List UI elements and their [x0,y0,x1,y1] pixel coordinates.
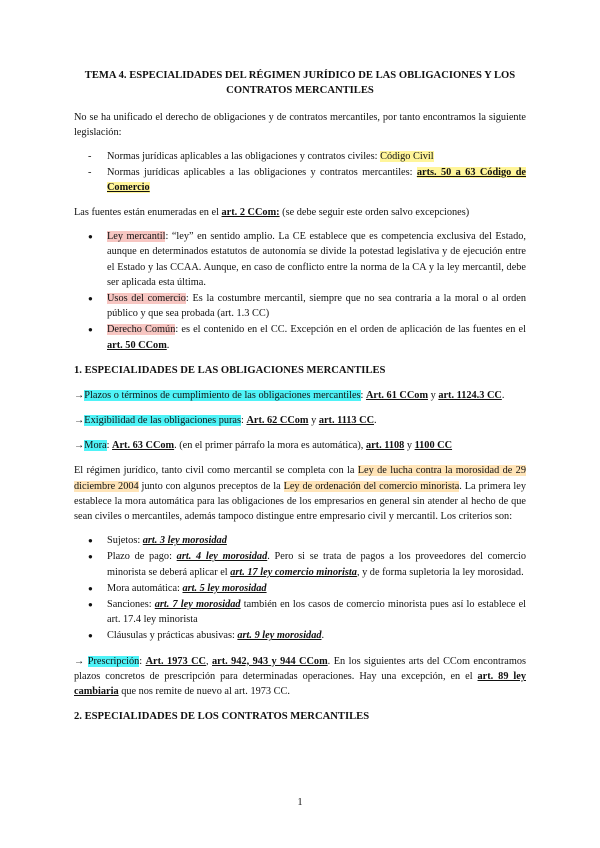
page-content [74,68,526,734]
deadlines-paragraph: →Plazos o términos de cumplimiento de las obligaciones mercantiles: Art. 61 CCom y art. 1124.3 CC. [74,389,505,401]
legislation-list [74,149,526,195]
list-item: ● Plazo de pago: art. 4 ley morosidad. Pero si se trata de pagos a los proveedores del comercio minorista se deberá aplicar el art. 17 ley comercio minorista, y de forma supletoria la ley morosidad. [74,549,526,579]
list-item: ● Sanciones: art. 7 ley morosidad también en los casos de comercio minorista pues así lo establece el art. 17.4 ley minorista [74,597,526,627]
section-heading-contracts: 2. ESPECIALIDADES DE LOS CONTRATOS MERCANTILES [74,711,370,723]
list-item: - Normas jurídicas aplicables a las obligaciones y contratos mercantiles: arts. 50 a 63 Código de Comercio [74,165,526,195]
list-item: ● Cláusulas y prácticas abusivas: art. 9 ley morosidad. [74,628,526,643]
list-item: ● Usos del comercio: Es la costumbre mercantil, siempre que no sea contraria a la moral o al orden público y que sea probada (art. 1.3 CC) [74,291,526,321]
regime-paragraph: El régimen jurídico, tanto civil como mercantil se completa con la Ley de lucha contra la morosidad de 29 diciembre 2004 junto con algunos preceptos de la Ley de ordenación del comercio minorista. La primera ley establece la mora automática para las obligaciones de los empresarios en general sin atender al hecho de que sean civiles o mercantiles, además tampoco distingue entre empresario civil y mercantil. Los criterios son: [74,465,526,523]
list-item: ● Derecho Común: es el contenido en el CC. Excepción en el orden de aplicación de las fuentes en el art. 50 CCom. [74,322,526,352]
page-number: 1 [297,797,303,808]
section-heading-obligations: 1. ESPECIALIDADES DE LAS OBLIGACIONES MERCANTILES [74,364,386,376]
criteria-list [74,533,526,643]
list-item: - Normas jurídicas aplicables a las obligaciones y contratos civiles: Código Civil [74,149,526,164]
list-item: ● Sujetos: art. 3 ley morosidad [74,533,526,548]
arrow-icon: → [74,415,85,427]
sources-list [74,229,526,353]
sources-intro: Las fuentes están enumeradas en el art. 2 CCom: (se debe seguir este orden salvo excepciones) [74,207,470,219]
document-title: TEMA 4. ESPECIALIDADES DEL RÉGIMEN JURÍDICO DE LAS OBLIGACIONES Y LOS CONTRATOS MERCANTILES [84,70,516,96]
enforceability-paragraph: →Exigibilidad de las obligaciones puras: Art. 62 CCom y art. 1113 CC. [74,415,377,427]
arrow-icon: → [74,655,85,667]
list-item: ● Ley mercantil: “ley” en sentido amplio. La CE establece que es competencia exclusiva del Estado, aunque en determinados estatutos de autonomía se divide la potestad legislativa y de ejecución entre el Estado y las CCAA. Aunque, en caso de conflicto entre la norma de la CA y la ley mercantil, debe ser aplicada esta última. [74,229,526,290]
prescription-paragraph: → Prescripción: Art. 1973 CC, art. 942, 943 y 944 CCom. En los siguientes arts del CCom encontramos plazos concretos de prescripción para determinadas operaciones. Hay una excepción, en el art. 89 ley cambiaria que nos remite de nuevo al art. 1973 CC. [74,655,527,698]
intro-paragraph: No se ha unificado el derecho de obligaciones y de contratos mercantiles, por tanto encontramos la siguiente legislación: [74,112,526,139]
arrow-icon: → [74,389,85,401]
civil-code-ref: Código Civil [380,151,434,163]
list-item: ● Mora automática: art. 5 ley morosidad [74,581,526,596]
arrow-icon: → [74,440,85,452]
default-paragraph: →Mora: Art. 63 CCom. (en el primer párrafo la mora es automática), art. 1108 y 1100 CC [74,440,453,452]
commerce-code-ref: arts. 50 a 63 Código de Comercio [107,166,527,193]
